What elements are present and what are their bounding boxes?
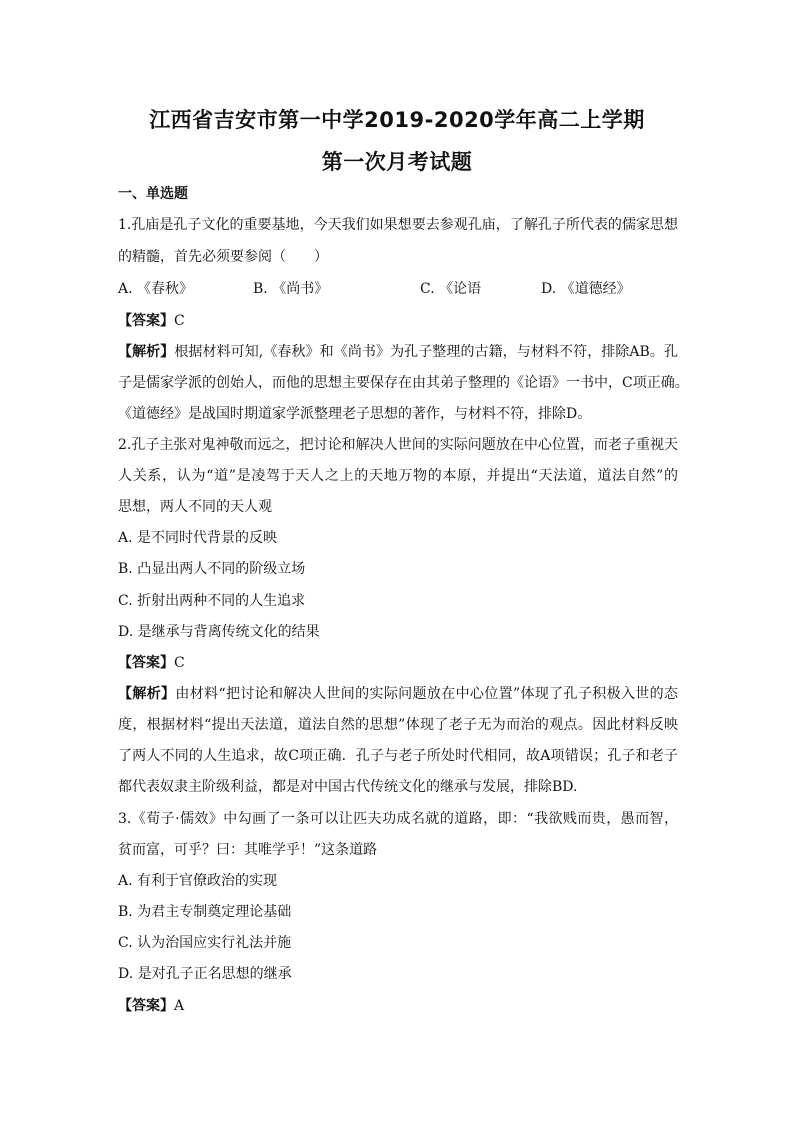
- q3-answer: [118, 996, 678, 1016]
- answer-label: 【答案】: [118, 998, 174, 1014]
- q2-analysis-line3: 了两人不同的人生追求，故C项正确．孔子与老子所处时代相同，故A项错误；孔子和老子: [118, 748, 678, 764]
- q1-answer-value: C: [174, 313, 185, 329]
- q3-answer-value: A: [174, 998, 185, 1014]
- q1-answer: [118, 311, 678, 331]
- analysis-label: 【解析】: [118, 344, 175, 360]
- document-subtitle: 第一次月考试题: [321, 150, 473, 174]
- q3-text-line2: 贫而富，可乎？曰：其唯学乎！”这条道路: [118, 842, 378, 858]
- analysis-label: 【解析】: [118, 686, 176, 702]
- q1-analysis-line3: 《道德经》是战国时期道家学派整理老子思想的著作，与材料不符，排除D。: [118, 406, 592, 422]
- q2-option-a: A. 是不同时代背景的反映: [118, 530, 278, 546]
- q2-answer: [118, 653, 678, 673]
- q3-text-line1: 3.《荀子·儒效》中勾画了一条可以让匹夫功成名就的道路，即：“我欲贱而贵，愚而智，: [118, 811, 678, 827]
- q2-option-c: C. 折射出两种不同的人生追求: [118, 593, 306, 609]
- q3-option-c: C. 认为治国应实行礼法并施: [118, 935, 292, 951]
- q1-option-a: A. 《春秋》: [118, 281, 194, 297]
- answer-label: 【答案】: [118, 313, 174, 329]
- q2-option-d: D. 是继承与背离传统文化的结果: [118, 624, 320, 640]
- q2-analysis-text1: 由材料“把讨论和解决人世间的实际问题放在中心位置”体现了孔子积极入世的态: [175, 686, 679, 702]
- q2-text-line2: 人关系，认为“道”是凌驾于天人之上的天地万物的本原，并提出“天法道，道法自然”的: [118, 468, 678, 484]
- q2-option-b: B. 凸显出两人不同的阶级立场: [118, 561, 306, 577]
- q1-analysis-line1: [118, 342, 678, 362]
- q2-text-line1: 2.孔子主张对鬼神敬而远之，把讨论和解决人世间的实际问题放在中心位置，而老子重视天: [118, 437, 678, 453]
- q1-analysis-text1: 根据材料可知,《春秋》和《尚书》为孔子整理的古籍，与材料不符，排除AB。孔: [174, 344, 678, 360]
- q1-option-b: B. 《尚书》: [253, 281, 329, 297]
- section-heading: 一、单选题: [118, 186, 188, 202]
- answer-label: 【答案】: [118, 655, 174, 671]
- q3-option-a: A. 有利于官僚政治的实现: [118, 873, 278, 889]
- q1-text-line2: 的精髓，首先必须要参阅（ ）: [118, 249, 328, 265]
- q1-option-d: D. 《道德经》: [541, 281, 631, 297]
- q2-analysis-line2: 度，根据材料“提出天法道，道法自然的思想”体现了老子无为而治的观点。因此材料反映: [118, 717, 678, 733]
- document-title: 江西省吉安市第一中学2019-2020学年高二上学期: [149, 108, 645, 132]
- q2-analysis-line1: [118, 684, 678, 704]
- q3-option-d: D. 是对孔子正名思想的继承: [118, 966, 292, 982]
- q1-analysis-line2: 子是儒家学派的创始人，而他的思想主要保存在由其弟子整理的《论语》一书中，C项正确。: [118, 375, 689, 391]
- q2-text-line3: 思想，两人不同的天人观: [118, 499, 272, 515]
- q2-analysis-line4: 都代表奴隶主阶级利益，都是对中国古代传统文化的继承与发展，排除BD.: [118, 779, 578, 795]
- q2-answer-value: C: [174, 655, 185, 671]
- q1-text-line1: 1.孔庙是孔子文化的重要基地，今天我们如果想要去参观孔庙，了解孔子所代表的儒家思想: [118, 217, 678, 233]
- q3-option-b: B. 为君主专制奠定理论基础: [118, 904, 292, 920]
- q1-option-c: C. 《论语: [420, 281, 482, 297]
